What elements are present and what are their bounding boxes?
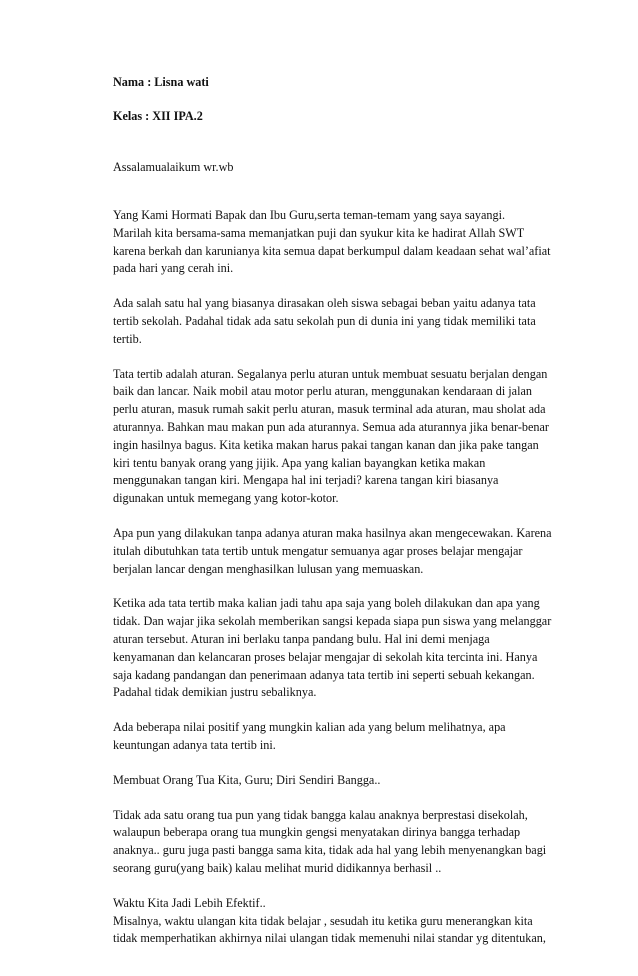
text-line: kenyamanan dan kelancaran proses belajar mengajar di sekolah kita tercinta ini. Hanya bbox=[113, 649, 538, 664]
text-line: Tata tertib adalah aturan. Segalanya perlu aturan untuk membuat sesuatu berjalan dengan bbox=[113, 366, 548, 381]
text-line: tidak memperhatikan akhirnya nilai ulangan tidak memenuhi nilai standar yg ditentukan, bbox=[113, 931, 546, 946]
text-line: tertib. bbox=[113, 331, 142, 346]
paragraph bbox=[113, 295, 567, 348]
paragraph bbox=[113, 595, 567, 702]
text-line: kiri tentu banyak orang yang jijik. Apa yang kalian bayangkan ketika makan bbox=[113, 455, 486, 470]
text-line: keuntungan adanya tata tertib ini. bbox=[113, 737, 276, 752]
text-line: tidak. Dan wajar jika sekolah memberikan sangsi kepada siapa pun siswa yang melanggar bbox=[113, 614, 552, 629]
paragraph bbox=[113, 719, 567, 755]
text-line: tertib sekolah. Padahal tidak ada satu sekolah pun di dunia ini yang tidak memiliki tata bbox=[113, 313, 536, 328]
speech-body bbox=[113, 207, 567, 948]
document-page bbox=[113, 74, 567, 948]
text-line: Ketika ada tata tertib maka kalian jadi tahu apa saja yang boleh dilakukan dan apa yang bbox=[113, 596, 540, 611]
text-line: walaupun beberapa orang tua mungkin gengsi menyatakan dirinya bangga terhadap bbox=[113, 825, 521, 840]
student-class: Kelas : XII IPA.2 bbox=[113, 109, 203, 123]
text-line: saja kadang pandangan dan penerimaan adanya tata tertib ini seperti sebuah kekangan. bbox=[113, 667, 535, 682]
text-line: Misalnya, waktu ulangan kita tidak belajar , sesudah itu ketika guru menerangkan kita bbox=[113, 913, 533, 928]
text-line: berjalan lancar dengan menghasilkan lulusan yang memuaskan. bbox=[113, 561, 424, 576]
text-line: perlu aturan, masuk rumah sakit perlu aturan, masuk terminal ada aturan, mau sholat ada bbox=[113, 402, 546, 417]
text-line: Ada beberapa nilai positif yang mungkin kalian ada yang belum melihatnya, apa bbox=[113, 720, 506, 735]
text-line: baik dan lancar. Naik mobil atau motor perlu aturan, menggunakan kendaraan di jalan bbox=[113, 384, 532, 399]
paragraph bbox=[113, 207, 567, 278]
text-line: Padahal tidak demikian justru sebaliknya. bbox=[113, 685, 317, 700]
text-line: aturannya. Bahkan mau makan pun ada aturannya. Semua ada aturannya jika benar-benar bbox=[113, 419, 549, 434]
text-line: pada hari yang cerah ini. bbox=[113, 261, 234, 276]
text-line: Marilah kita bersama-sama memanjatkan puji dan syukur kita ke hadirat Allah SWT bbox=[113, 225, 525, 240]
text-line: Apa pun yang dilakukan tanpa adanya aturan maka hasilnya akan mengecewakan. Karena bbox=[113, 525, 552, 540]
text-line: Ada salah satu hal yang biasanya dirasakan oleh siswa sebagai beban yaitu adanya tata bbox=[113, 296, 536, 311]
text-line: aturan tersebut. Aturan ini berlaku tanpa pandang bulu. Hal ini demi menjaga bbox=[113, 631, 490, 646]
greeting: Assalamualaikum wr.wb bbox=[113, 160, 234, 174]
text-line: ingin hasilnya bagus. Kita ketika makan harus pakai tangan kanan dan jika pake tangan bbox=[113, 437, 539, 452]
text-line: itulah dibutuhkan tata tertib untuk mengatur semuanya agar proses belajar mengajar bbox=[113, 543, 523, 558]
paragraph bbox=[113, 807, 567, 878]
text-line: Waktu Kita Jadi Lebih Efektif.. bbox=[113, 895, 266, 910]
paragraph bbox=[113, 895, 567, 948]
text-line: digunakan untuk memegang yang kotor-kotor. bbox=[113, 491, 339, 506]
paragraph bbox=[113, 525, 567, 578]
text-line: seorang guru(yang baik) kalau melihat murid didikannya berhasil .. bbox=[113, 860, 442, 875]
text-line: karena berkah dan karunianya kita semua dapat berkumpul dalam keadaan sehat wal’afiat bbox=[113, 243, 551, 258]
text-line: menggunakan tangan kiri. Mengapa hal ini terjadi? karena tangan kiri biasanya bbox=[113, 473, 499, 488]
text-line: Yang Kami Hormati Bapak dan Ibu Guru,serta teman-temam yang saya sayangi. bbox=[113, 208, 506, 222]
paragraph bbox=[113, 366, 567, 508]
text-line: Tidak ada satu orang tua pun yang tidak bangga kalau anaknya berprestasi disekolah, bbox=[113, 807, 528, 822]
student-name: Nama : Lisna wati bbox=[113, 75, 209, 89]
text-line: anaknya.. guru juga pasti bangga sama kita, tidak ada hal yang lebih menyenangkan bagi bbox=[113, 843, 547, 858]
text-line: Membuat Orang Tua Kita, Guru; Diri Sendiri Bangga.. bbox=[113, 772, 381, 787]
paragraph bbox=[113, 772, 567, 790]
